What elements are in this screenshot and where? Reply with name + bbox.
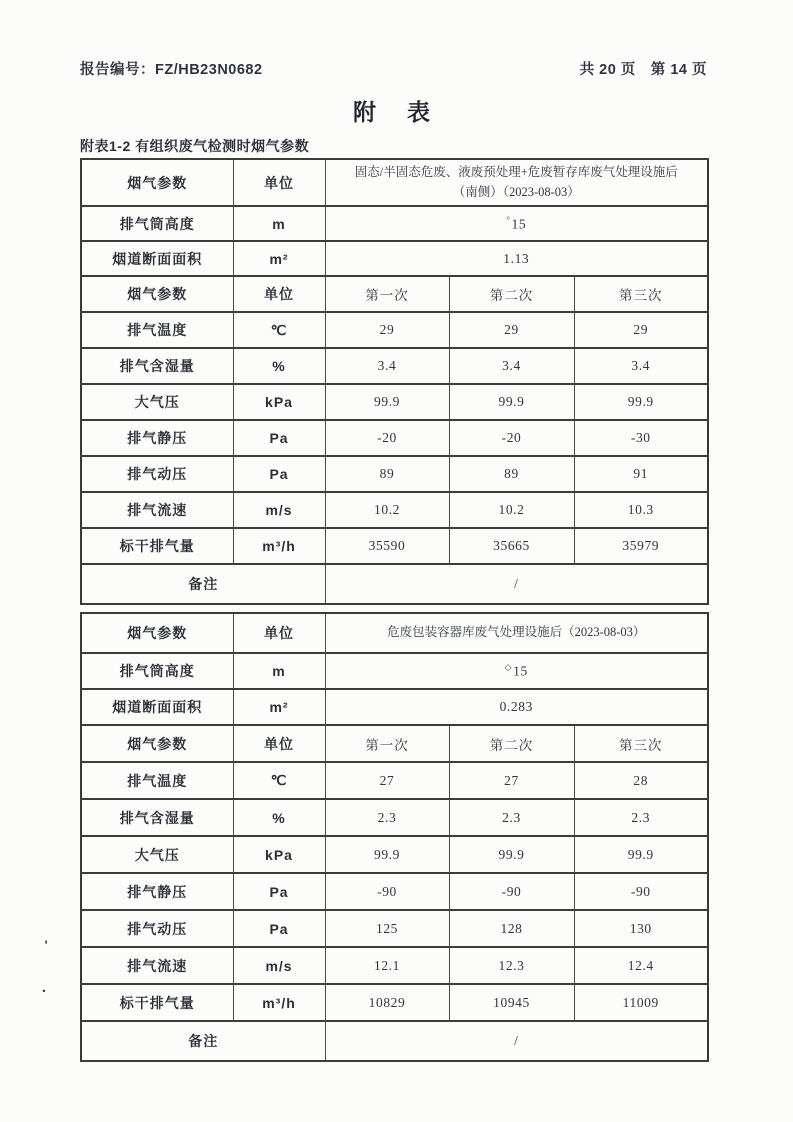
stack-height-value: 15: [511, 216, 527, 232]
document-header: [80, 58, 707, 79]
unit-cell: m³/h: [233, 984, 325, 1021]
value-cell: 125: [325, 910, 449, 947]
unit-header-cell: 单位: [233, 276, 325, 312]
run3-header-cell: 第三次: [574, 276, 708, 312]
table-row: [81, 1021, 708, 1061]
param-header-cell: 烟气参数: [81, 725, 233, 762]
scan-artifact: ': [44, 938, 49, 954]
value-cell: 10.2: [325, 492, 449, 528]
table-row: [81, 241, 708, 276]
value-cell: 10829: [325, 984, 449, 1021]
param-header-cell: 烟气参数: [81, 276, 233, 312]
unit-cell: m/s: [233, 947, 325, 984]
run3-header-cell: 第三次: [574, 725, 708, 762]
param-cell: 排气流速: [81, 947, 233, 984]
value-cell: 35665: [449, 528, 574, 564]
value-cell: 10.2: [449, 492, 574, 528]
value-cell: 91: [574, 456, 708, 492]
param-cell: 排气动压: [81, 910, 233, 947]
table-row: [81, 762, 708, 799]
table-caption: 附表1-2 有组织废气检测时烟气参数: [80, 138, 310, 154]
report-number: 报告编号：FZ/HB23N0682: [80, 62, 263, 78]
remark-label-cell: 备注: [81, 1021, 325, 1061]
param-cell: 排气静压: [81, 420, 233, 456]
param-cell: 烟道断面面积: [81, 689, 233, 725]
table-row: [81, 384, 708, 420]
remark-value-cell: /: [325, 564, 708, 604]
value-cell: 11009: [574, 984, 708, 1021]
table-row: [81, 613, 708, 653]
unit-header-cell: 单位: [233, 613, 325, 653]
value-cell: 99.9: [325, 384, 449, 420]
value-cell: 29: [449, 312, 574, 348]
value-cell: 2.3: [449, 799, 574, 836]
param-cell: 排气含湿量: [81, 348, 233, 384]
value-cell: 89: [449, 456, 574, 492]
flue-gas-table-1: [80, 158, 709, 605]
table-row: [81, 725, 708, 762]
table-row: [81, 653, 708, 689]
page-count: 共 20 页 第 14 页: [579, 62, 707, 78]
source-header-cell: [325, 159, 708, 206]
value-cell: 28: [574, 762, 708, 799]
scan-artifact: .: [42, 980, 46, 996]
param-cell: 排气温度: [81, 312, 233, 348]
param-cell: 标干排气量: [81, 984, 233, 1021]
value-cell: 12.3: [449, 947, 574, 984]
value-cell: 3.4: [449, 348, 574, 384]
unit-cell: Pa: [233, 456, 325, 492]
value-cell: 99.9: [325, 836, 449, 873]
value-cell: 27: [449, 762, 574, 799]
table-row: [81, 799, 708, 836]
table-row: [81, 456, 708, 492]
stamp-mark: °: [506, 214, 511, 225]
source-line-1: 固态/半固态危废、液废预处理+危废暂存库废气处理设施后: [354, 165, 678, 180]
table-row: [81, 492, 708, 528]
table-row: [81, 420, 708, 456]
unit-cell: m²: [233, 241, 325, 276]
table-row: [81, 689, 708, 725]
table-row: [81, 206, 708, 241]
table-row: [81, 984, 708, 1021]
value-cell: 2.3: [574, 799, 708, 836]
table-row: [81, 528, 708, 564]
value-cell: 1.13: [325, 241, 708, 276]
table-row: [81, 836, 708, 873]
value-cell: 128: [449, 910, 574, 947]
value-cell: 2.3: [325, 799, 449, 836]
unit-cell: kPa: [233, 836, 325, 873]
page-title: 附 表: [353, 99, 434, 125]
param-cell: 排气筒高度: [81, 206, 233, 241]
run1-header-cell: 第一次: [325, 276, 449, 312]
param-cell: 大气压: [81, 836, 233, 873]
unit-cell: m: [233, 653, 325, 689]
stamp-mark: ◇: [504, 662, 513, 673]
unit-cell: ℃: [233, 762, 325, 799]
run2-header-cell: 第二次: [449, 725, 574, 762]
value-cell: 3.4: [574, 348, 708, 384]
unit-cell: m/s: [233, 492, 325, 528]
value-cell: 29: [574, 312, 708, 348]
value-cell: -30: [574, 420, 708, 456]
value-cell: 10945: [449, 984, 574, 1021]
value-cell: -90: [449, 873, 574, 910]
value-cell: 0.283: [325, 689, 708, 725]
value-cell: 35590: [325, 528, 449, 564]
unit-cell: %: [233, 348, 325, 384]
run2-header-cell: 第二次: [449, 276, 574, 312]
unit-cell: Pa: [233, 873, 325, 910]
unit-cell: m³/h: [233, 528, 325, 564]
param-cell: 标干排气量: [81, 528, 233, 564]
param-cell: 排气筒高度: [81, 653, 233, 689]
value-cell: 99.9: [449, 384, 574, 420]
unit-cell: Pa: [233, 910, 325, 947]
param-cell: 排气温度: [81, 762, 233, 799]
value-cell: [325, 653, 708, 689]
unit-cell: kPa: [233, 384, 325, 420]
unit-cell: %: [233, 799, 325, 836]
value-cell: 10.3: [574, 492, 708, 528]
value-cell: -90: [574, 873, 708, 910]
param-cell: 排气含湿量: [81, 799, 233, 836]
value-cell: -90: [325, 873, 449, 910]
value-cell: -20: [325, 420, 449, 456]
remark-value-cell: /: [325, 1021, 708, 1061]
param-cell: 烟道断面面积: [81, 241, 233, 276]
value-cell: 99.9: [574, 384, 708, 420]
flue-gas-table-2: [80, 612, 709, 1062]
table-row: [81, 276, 708, 312]
source-header-cell: [325, 613, 708, 653]
value-cell: 27: [325, 762, 449, 799]
value-cell: 99.9: [449, 836, 574, 873]
run1-header-cell: 第一次: [325, 725, 449, 762]
table-row: [81, 564, 708, 604]
value-cell: 35979: [574, 528, 708, 564]
table-row: [81, 159, 708, 206]
table-row: [81, 910, 708, 947]
source-line-1: 危废包装容器库废气处理设施后（2023-08-03）: [387, 625, 646, 640]
table-row: [81, 947, 708, 984]
value-cell: 89: [325, 456, 449, 492]
stack-height-value: 15: [513, 663, 528, 679]
value-cell: 29: [325, 312, 449, 348]
value-cell: 12.4: [574, 947, 708, 984]
param-cell: 排气流速: [81, 492, 233, 528]
unit-cell: m²: [233, 689, 325, 725]
unit-header-cell: 单位: [233, 159, 325, 206]
param-cell: 大气压: [81, 384, 233, 420]
table-row: [81, 873, 708, 910]
value-cell: -20: [449, 420, 574, 456]
param-cell: 排气动压: [81, 456, 233, 492]
unit-cell: m: [233, 206, 325, 241]
value-cell: 12.1: [325, 947, 449, 984]
param-cell: 排气静压: [81, 873, 233, 910]
table-row: [81, 312, 708, 348]
param-header-cell: 烟气参数: [81, 159, 233, 206]
param-header-cell: 烟气参数: [81, 613, 233, 653]
value-cell: 3.4: [325, 348, 449, 384]
unit-cell: Pa: [233, 420, 325, 456]
value-cell: 130: [574, 910, 708, 947]
value-cell: 99.9: [574, 836, 708, 873]
value-cell: [325, 206, 708, 241]
remark-label-cell: 备注: [81, 564, 325, 604]
source-line-2: （南侧）（2023-08-03）: [452, 184, 580, 199]
unit-cell: ℃: [233, 312, 325, 348]
table-row: [81, 348, 708, 384]
unit-header-cell: 单位: [233, 725, 325, 762]
